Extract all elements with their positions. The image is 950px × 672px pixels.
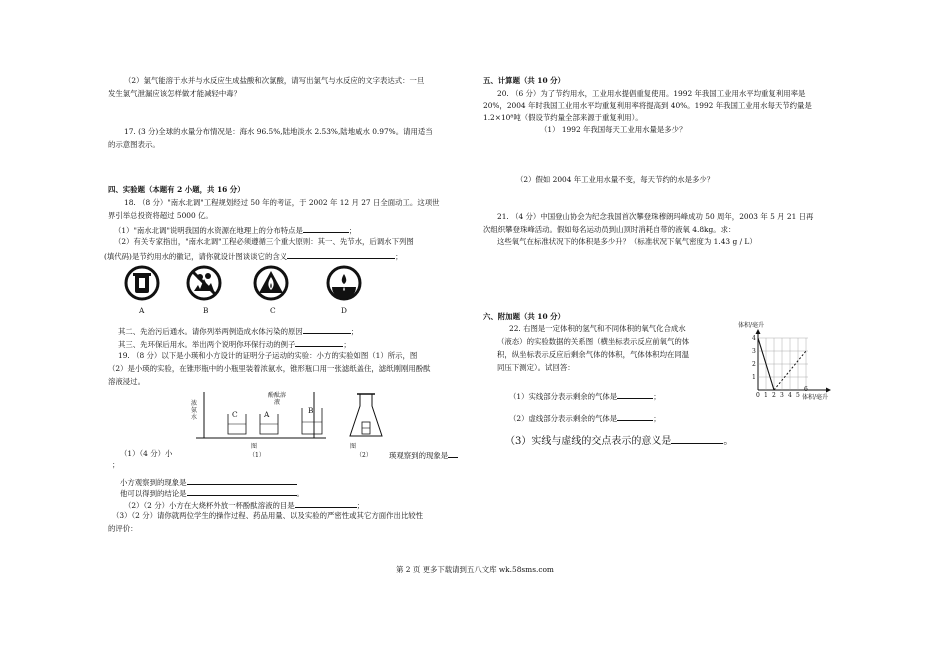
- beaker-b-label: B: [308, 406, 314, 415]
- q19-part1: （1）（4 分）小: [120, 449, 173, 458]
- q22-part3-text: （3）实线与虚线的交点表示的意义是: [505, 436, 672, 447]
- q22-line2: （液态）的实验数据的关系图（横坐标表示反应前氧气的体: [497, 337, 690, 346]
- logo-label-b: B: [203, 306, 209, 315]
- q21-line2: 次组织攀登珠峰活动。假如每名运动员到山顶时消耗自带的液氧 4.8kg。求：: [483, 225, 736, 234]
- q17-line2: 的示意图表示。: [108, 140, 160, 149]
- q20-part1: （1） 1992 年我国每天工业用水量是多少？: [540, 125, 687, 134]
- graph-y-tick-4: 4: [752, 335, 756, 342]
- q18-principle2-end: ；: [350, 327, 359, 336]
- logo-label-a: A: [139, 306, 145, 315]
- graph-x-axis-label: 体积/毫升: [802, 394, 829, 401]
- q18-part2-line2: [104, 250, 403, 262]
- q19-part2: [124, 499, 364, 511]
- q19-part1-right: [389, 449, 458, 461]
- q22-part2-end: ；: [653, 414, 661, 423]
- q18-principle2-text: 其二、先治污后通水。请你列举两例造成水体污染的原因: [118, 327, 303, 336]
- q18-part1-text: （1）"南水北调"说明我国的水资源在地理上的分布特点是: [114, 226, 303, 235]
- q18-principle3: [118, 338, 351, 350]
- figure-2-caption: 图: [350, 443, 357, 450]
- ammonia-label: 浓氨水: [191, 400, 198, 421]
- q19-line1: 19. （8 分）以下是小瑛和小方设计的证明分子运动的实验：小方的实验如图（1）所示，图: [118, 351, 418, 360]
- figure-1-number: （1）: [249, 452, 265, 459]
- q18-part2-text: (填代码)是节约用水的徽记，请你就设计图谈谈它的含义: [104, 252, 288, 261]
- q22-line3: 积，纵坐标表示反应后剩余气体的体积，气体体积均在同温: [497, 350, 690, 359]
- answer-blank[interactable]: [187, 487, 297, 496]
- figure-2-flask: [346, 390, 386, 440]
- logo-d-water-drop-icon: [326, 265, 362, 301]
- answer-blank[interactable]: [617, 390, 653, 399]
- section4-title: 四、实验题（本题有 2 小题，共 16 分）: [108, 185, 245, 194]
- q20-line1: 20. （6 分）为了节约用水，工业用水提倡重复使用。1992 年我国工业用水平均重复利用率是: [497, 89, 806, 98]
- figure-1-caption: 图: [251, 443, 258, 450]
- logo-b-no-tree-icon: [186, 265, 222, 301]
- q16-2-line2: 发生氯气泄漏应该怎样做才能减轻中毒？: [108, 89, 242, 98]
- answer-blank[interactable]: [671, 433, 723, 444]
- graph-x-tick-2: 2: [772, 392, 776, 399]
- graph-y-axis-label: 体积/毫升: [738, 322, 765, 329]
- q21-line3: 这些氧气在标准状况下的体积是多少升？（标准状况下氧气密度为 1.43 g / L）: [497, 237, 757, 246]
- logo-c-fire-icon: [253, 265, 289, 301]
- q22-line4: 同压下测定）。试回答：: [497, 363, 575, 372]
- graph-x-tick-0: 0: [756, 392, 760, 399]
- q19-xf-conclusion: [120, 487, 304, 499]
- q18-principle3-text: 其三、先环保后用水。举出两个说明你环保行动的例子: [118, 340, 296, 349]
- q18-part1: [114, 224, 356, 236]
- q18-part1-end: ；: [348, 226, 357, 235]
- q22-part3-end: 。: [723, 436, 734, 447]
- graph-y-tick-1: 1: [752, 374, 756, 381]
- answer-blank[interactable]: [303, 325, 351, 334]
- logo-label-d: D: [341, 306, 347, 315]
- graph-x-tick-6: 6: [804, 386, 808, 393]
- graph-x-tick-5: 5: [796, 392, 800, 399]
- section6-title: 六、附加题（共 10 分）: [483, 312, 565, 321]
- q22-part2: [509, 412, 661, 424]
- logo-label-c: C: [270, 306, 276, 315]
- q18-line2: 界引举总投资将超过 5000 亿。: [108, 211, 213, 220]
- q18-principle2: [118, 325, 358, 337]
- q19-part1-right-text: 瑛观察到的现象是: [389, 451, 449, 460]
- q22-part1-text: （1）实线部分表示剩余的气体是: [509, 392, 618, 401]
- q19-part2-text: （2）（2 分）小方在大烧杯外放一杯酚酞溶液的目是: [124, 501, 295, 510]
- q18-part2-line1: （2）有关专家指出，"南水北调"工程必须遵循三个重大原则：其一、先节水，后调水下列图: [114, 237, 414, 246]
- graph-y-tick-3: 3: [752, 348, 756, 355]
- q19-xf-conclusion-text: 他可以得到的结论是: [120, 489, 187, 498]
- graph-y-tick-2: 2: [752, 361, 756, 368]
- q21-line1: 21. （4 分）中国登山协会为纪念我国首次攀登珠穆朗玛峰成功 50 周年，2003 年 5 月 21 日再: [497, 212, 814, 221]
- graph-x-tick-4: 4: [788, 392, 792, 399]
- q22-part3: [505, 433, 733, 448]
- q22-line1: 22. 右图是一定体积的氢气和不同体积的氧气化合成水: [509, 324, 686, 333]
- graph-x-tick-3: 3: [780, 392, 784, 399]
- q19-line3: 溶液浸过。: [108, 377, 145, 386]
- answer-blank[interactable]: [303, 224, 349, 233]
- q20-line3: 1.2×10⁸吨（假设节约量全部来源于重复利用）。: [483, 113, 643, 122]
- answer-blank[interactable]: [448, 449, 458, 458]
- beaker-c-label: C: [232, 410, 238, 419]
- q20-part2: （2）假如 2004 年工业用水量不变，每天节约的水是多少？: [516, 175, 715, 184]
- q19-part2-end: ；: [356, 501, 365, 510]
- q18-line1: 18. （8 分）"南水北调"工程规划经过 50 年的考证，于 2002 年 12 月 27 日全面动工。这项世: [124, 198, 440, 207]
- answer-blank[interactable]: [187, 476, 297, 485]
- answer-blank[interactable]: [287, 250, 395, 259]
- q19-semicolon: ；: [112, 460, 120, 469]
- q20-line2: 20%，2004 年时我国工业用水平均重复利用率将提高到 40%。1992 年我国工业用水每天节约量是: [483, 101, 812, 110]
- page-footer: 第 2 页 更多下载请到五八文库 wk.58sms.com: [396, 565, 554, 574]
- q17-line1: 17. (3 分)全球的水量分布情况是：海水 96.5%,陆地淡水 2.53%,陆地咸水 0.97%。请用适当: [124, 127, 433, 136]
- q22-part1-end: ；: [653, 392, 661, 401]
- q19-line2: （2）是小瑛的实验，在锥形瓶中的小瓶里装着浓氨水，锥形瓶口用一张滤纸盖住，滤纸刚刚用酚酞: [108, 364, 431, 373]
- beaker-a-label: A: [264, 410, 270, 419]
- answer-blank[interactable]: [617, 412, 653, 421]
- q19-part3-line2: 的评价：: [108, 524, 138, 533]
- logo-a-trash-icon: [124, 265, 160, 301]
- graph-x-tick-1: 1: [764, 392, 768, 399]
- answer-blank[interactable]: [295, 338, 343, 347]
- phenol-label: 酚酞溶液: [267, 392, 286, 406]
- q22-part1: [509, 390, 661, 402]
- answer-blank[interactable]: [295, 499, 357, 508]
- q16-2-line1: （2）氯气能溶于水并与水反应生成盐酸和次氯酸，请写出氯气与水反应的文字表达式：一旦: [124, 76, 425, 85]
- q22-part2-text: （2）虚线部分表示剩余的气体是: [509, 414, 618, 423]
- q19-xf-observation-text: 小方观察到的现象是: [120, 478, 187, 487]
- q18-part2-end: ；: [395, 252, 403, 261]
- figure-2-number: （2）: [356, 452, 372, 459]
- section5-title: 五、计算题（共 10 分）: [483, 76, 565, 85]
- q19-part3-line1: （3）（2 分）请你就两位学生的操作过程、药品用量、以及实验的严密性或其它方面作出比较性: [112, 511, 424, 520]
- q19-xf-conclusion-end: 。: [296, 489, 304, 498]
- q18-principle3-end: ；: [343, 340, 351, 349]
